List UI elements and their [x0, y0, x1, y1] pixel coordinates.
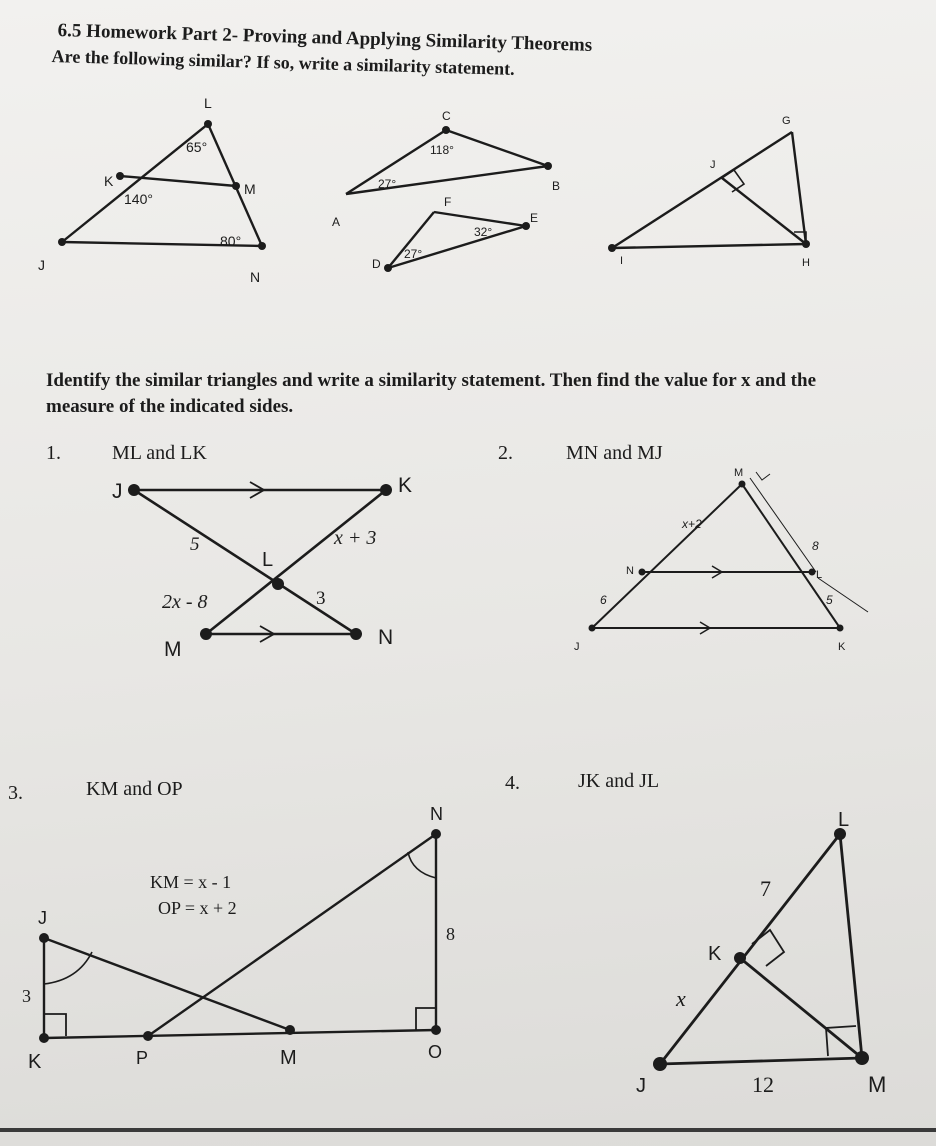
- instructions-line-1: Identify the similar triangles and write a similarity statement. Then find the value for x and the: [46, 370, 817, 391]
- tri1-label-m: M: [244, 181, 256, 197]
- p2-length-5: 5: [826, 593, 833, 607]
- tri2-angle-27-bottom: 27°: [404, 247, 423, 261]
- problem-2-figure: [592, 472, 868, 634]
- tri1-angle-80: 80°: [220, 233, 242, 249]
- p1-label-n: N: [378, 626, 394, 649]
- p4-label-l: L: [838, 809, 850, 831]
- tri2-label-f: F: [444, 195, 452, 209]
- p4-label-j: J: [636, 1075, 646, 1097]
- problem-3-figure: [44, 834, 436, 1038]
- p3-length-8: 8: [446, 924, 455, 944]
- p1-label-m: M: [164, 638, 182, 661]
- top-triangle-ghi: [612, 132, 806, 248]
- problem-3-find: KM and OP: [86, 778, 183, 800]
- page-bottom-edge: [0, 1128, 936, 1132]
- tri2-angle-27-top: 27°: [378, 177, 397, 191]
- p2-length-8: 8: [812, 539, 819, 553]
- p2-length-x-2: x+2: [682, 517, 702, 531]
- page-question: Are the following similar? If so, write a similarity statement.: [51, 46, 515, 79]
- p3-label-j: J: [38, 908, 47, 928]
- problem-2-number: 2.: [498, 442, 513, 464]
- p4-length-x: x: [676, 986, 686, 1011]
- problem-2-find: MN and MJ: [566, 442, 663, 464]
- tri2-angle-118: 118°: [430, 143, 454, 157]
- p4-label-k: K: [708, 943, 722, 965]
- problem-4-points: [653, 828, 869, 1071]
- problem-1-number: 1.: [46, 442, 61, 464]
- p2-label-m: M: [734, 467, 744, 479]
- tri3-label-h: H: [802, 257, 810, 269]
- tri1-label-k: K: [104, 173, 114, 189]
- p1-label-l: L: [262, 549, 274, 571]
- problem-1-points: [128, 484, 392, 640]
- top-triangle-jkl-points: [58, 120, 266, 250]
- problem-4-number: 4.: [505, 772, 520, 794]
- tri3-label-i: I: [620, 255, 624, 267]
- p4-length-7: 7: [760, 876, 771, 901]
- tri2-label-d: D: [372, 257, 381, 271]
- tri1-label-n: N: [250, 269, 261, 285]
- tri2-label-e: E: [530, 211, 539, 225]
- p2-label-l: L: [816, 569, 823, 581]
- p3-label-o: O: [428, 1042, 443, 1062]
- problem-4-figure: [660, 834, 862, 1064]
- problem-1-figure: [134, 482, 386, 642]
- tri1-label-l: L: [204, 95, 212, 111]
- problem-3-number: 3.: [8, 782, 23, 804]
- problem-4-find: JK and JL: [578, 770, 660, 792]
- tri3-label-g: G: [782, 115, 791, 127]
- p1-length-5: 5: [190, 534, 200, 555]
- p2-length-6: 6: [600, 593, 607, 607]
- p2-label-j: J: [574, 641, 580, 653]
- problem-3-given-op: OP = x + 2: [158, 898, 237, 918]
- p2-label-n: N: [626, 565, 634, 577]
- p1-length-2x-8: 2x - 8: [162, 591, 208, 613]
- tri1-label-j: J: [38, 257, 45, 273]
- p1-length-3: 3: [316, 588, 326, 609]
- page-title: 6.5 Homework Part 2- Proving and Applying Similarity Theorems: [57, 20, 593, 56]
- tri2-angle-32: 32°: [474, 225, 493, 239]
- problem-3-given-km: KM = x - 1: [150, 872, 232, 892]
- top-triangle-jkl: [62, 124, 262, 246]
- tri2-label-b: B: [552, 179, 561, 193]
- tri1-angle-140: 140°: [124, 191, 153, 207]
- p3-label-m: M: [280, 1047, 297, 1069]
- tri2-label-c: C: [442, 109, 451, 123]
- p3-label-k: K: [28, 1051, 42, 1073]
- p3-label-p: P: [136, 1048, 149, 1068]
- p2-label-k: K: [838, 641, 846, 653]
- p4-length-12: 12: [752, 1072, 774, 1097]
- instructions-line-2: measure of the indicated sides.: [46, 396, 294, 417]
- p3-label-n: N: [430, 804, 443, 824]
- p4-label-m: M: [868, 1072, 887, 1097]
- p1-label-k: K: [398, 474, 413, 497]
- p1-length-x-3: x + 3: [334, 527, 377, 549]
- tri2-label-a: A: [332, 215, 341, 229]
- problem-1-find: ML and LK: [112, 442, 207, 464]
- p1-label-j: J: [112, 480, 123, 503]
- tri3-label-j: J: [710, 159, 716, 171]
- p3-length-3: 3: [22, 986, 31, 1006]
- tri1-angle-65: 65°: [186, 139, 208, 155]
